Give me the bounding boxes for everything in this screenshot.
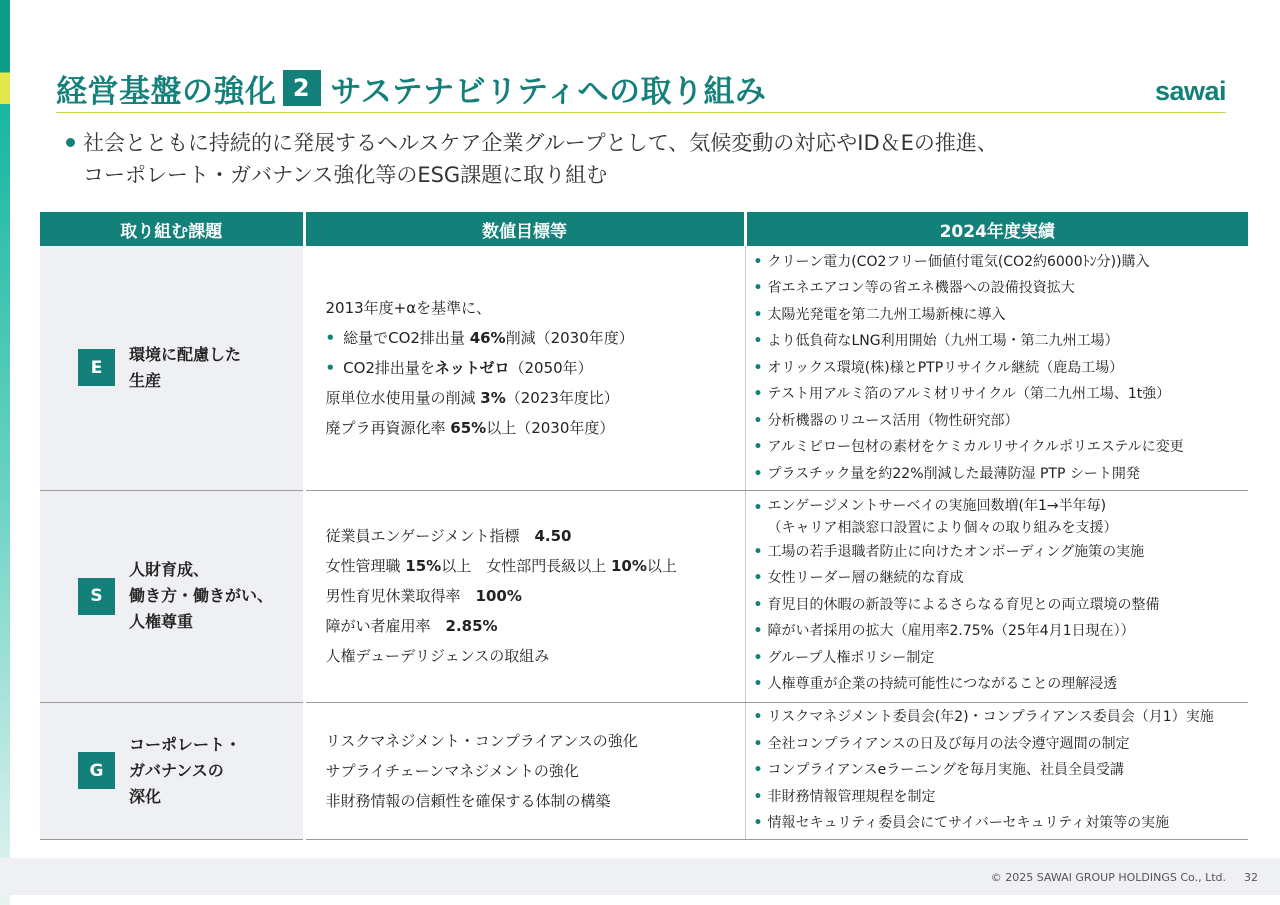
topic-line: 働き方・働きがい、 xyxy=(129,586,274,605)
page-title xyxy=(56,66,767,110)
list-item: • オリックス環境(株)様とPTPリサイクル継続（鹿島工場） xyxy=(754,355,1249,382)
table-row-environment xyxy=(40,246,1248,490)
target-line: 非財務情報の信頼性を確保する体制の構築 xyxy=(325,791,611,810)
copyright: © 2025 SAWAI GROUP HOLDINGS Co., Ltd. xyxy=(990,871,1226,884)
target-line: 男性育児休業取得率 100% xyxy=(325,587,522,605)
topic-line: 環境に配慮した xyxy=(129,344,242,364)
page-number: 32 xyxy=(1244,871,1258,884)
result-cell xyxy=(745,490,1248,702)
result-cell xyxy=(745,246,1248,490)
sawai-logo: sawai xyxy=(1154,76,1226,106)
esg-table xyxy=(40,212,1248,840)
header-targets: 数値目標等 xyxy=(304,212,745,246)
topic-line: 深化 xyxy=(129,786,162,806)
title-section-badge: 2 xyxy=(283,70,321,106)
target-line: リスクマネジメント・コンプライアンスの強化 xyxy=(325,731,638,750)
target-line: 廃プラ再資源化率 65%以上（2030年度） xyxy=(325,418,615,437)
table-row-social xyxy=(40,490,1248,702)
lead-statement xyxy=(66,127,1216,191)
list-item: • グループ人権ポリシー制定 xyxy=(754,645,1249,672)
list-item: • 育児目的休暇の新設等によるさらなる育児との両立環境の整備 xyxy=(754,592,1249,619)
topic-label xyxy=(129,732,241,810)
header-results: 2024年度実績 xyxy=(745,212,1248,246)
topic-label xyxy=(129,342,241,394)
list-item: • クリーン電力(CO2フリー価値付電気(CO2約6000ﾄﾝ分))購入 xyxy=(754,249,1249,276)
list-item: • 女性リーダー層の継続的な育成 xyxy=(754,565,1249,592)
list-item: • アルミピロー包材の素材をケミカルリサイクルポリエステルに変更 xyxy=(754,434,1249,461)
list-item: • リスクマネジメント委員会(年2)・コンプライアンス委員会（月1）実施 xyxy=(754,704,1249,731)
topic-line: 人権尊重 xyxy=(129,612,194,631)
list-item: • 太陽光発電を第二九州工場新棟に導入 xyxy=(754,302,1249,329)
target-line: • 総量でCO2排出量 46%削減（2030年度） xyxy=(326,323,745,353)
list-item: • エンゲージメントサーベイの実施回数増(年1→半年毎) （キャリア相談窓口設置により個々の取り組みを支援） xyxy=(754,495,1249,539)
topic-cell xyxy=(40,246,304,490)
list-item: • コンプライアンスeラーニングを毎月実施、社員全員受講 xyxy=(754,757,1249,784)
letter-badge-g: G xyxy=(78,752,115,789)
list-item: • 分析機器のリユース活用（物性研究部） xyxy=(754,408,1249,435)
target-line: 従業員エンゲージメント指標 4.50 xyxy=(325,527,572,545)
bullet-dot-icon xyxy=(66,138,75,147)
topic-line: 人財育成、 xyxy=(129,560,210,579)
topic-cell xyxy=(40,702,304,839)
list-item: • 非財務情報管理規程を制定 xyxy=(754,784,1249,811)
target-cell xyxy=(304,246,745,490)
footer xyxy=(991,871,1258,884)
topic-label xyxy=(129,557,273,635)
target-line: 女性管理職 15%以上 女性部門長級以上 10%以上 xyxy=(325,557,677,575)
header-topic: 取り組む課題 xyxy=(40,212,304,246)
table-row-governance xyxy=(40,702,1248,839)
list-item: • 障がい者採用の拡大（雇用率2.75%（25年4月1日現在）） xyxy=(754,618,1249,645)
list-item: • 人権尊重が企業の持続可能性につながることの理解浸透 xyxy=(754,671,1249,698)
title-prefix: 経営基盤の強化 xyxy=(56,73,277,110)
title-main: サステナビリティへの取り組み xyxy=(330,73,767,110)
list-item: • 全社コンプライアンスの日及び毎月の法令遵守週間の制定 xyxy=(754,731,1249,758)
list-item: • テスト用アルミ箔のアルミ材リサイクル（第二九州工場、1t強） xyxy=(754,381,1249,408)
letter-badge-e: E xyxy=(78,349,115,386)
target-line: • CO2排出量をネットゼロ（2050年） xyxy=(326,353,745,383)
target-line: 2013年度+αを基準に、 xyxy=(325,298,492,317)
list-item: • 工場の若手退職者防止に向けたオンボーディング施策の実施 xyxy=(754,539,1249,566)
target-cell xyxy=(304,490,745,702)
list-item: • プラスチック量を約22%削減した最薄防湿 PTP シート開発 xyxy=(754,461,1249,488)
result-cell xyxy=(745,702,1248,839)
target-line: 障がい者雇用率 2.85% xyxy=(325,617,498,635)
lead-line-1: 社会とともに持続的に発展するヘルスケア企業グループとして、気候変動の対応やID＆Eの推進、 xyxy=(83,131,998,155)
list-item: • 情報セキュリティ委員会にてサイバーセキュリティ対策等の実施 xyxy=(754,810,1249,837)
list-item: • より低負荷なLNG利用開始（九州工場・第二九州工場） xyxy=(754,328,1249,355)
table-header-row xyxy=(40,212,1248,246)
topic-cell xyxy=(40,490,304,702)
target-line: サプライチェーンマネジメントの強化 xyxy=(325,761,579,780)
target-line: 人権デューデリジェンスの取組み xyxy=(325,647,550,665)
target-line: 原単位水使用量の削減 3%（2023年度比） xyxy=(325,388,619,407)
letter-badge-s: S xyxy=(78,578,115,615)
left-accent-bar xyxy=(0,0,10,905)
topic-line: コーポレート・ xyxy=(129,734,242,754)
target-cell xyxy=(304,702,745,839)
title-divider xyxy=(56,112,1226,113)
topic-line: 生産 xyxy=(129,370,162,390)
list-item: • 省エネエアコン等の省エネ機器への設備投資拡大 xyxy=(754,275,1249,302)
lead-line-2: コーポレート・ガバナンス強化等のESG課題に取り組む xyxy=(83,163,608,187)
topic-line: ガバナンスの xyxy=(129,760,224,780)
